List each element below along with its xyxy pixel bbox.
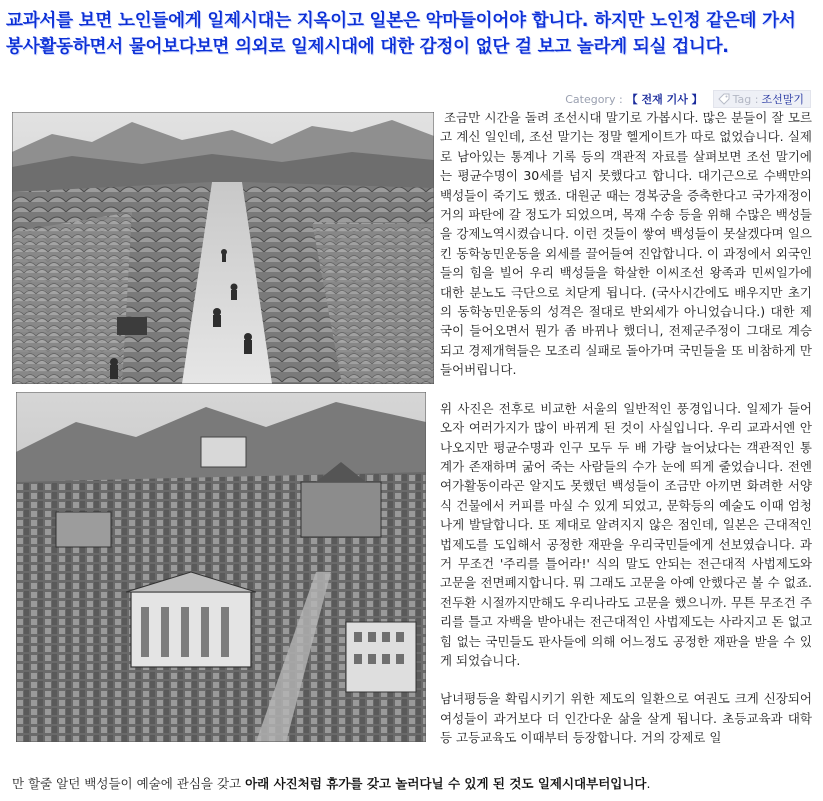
continuation-text: 만 할줄 알던 백성들이 예술에 관심을 갖고 <box>12 776 246 791</box>
colonial-seoul-photo <box>16 392 426 742</box>
tag-box <box>713 90 811 108</box>
article-paragraph: 남녀평등을 확립시키기 위한 제도의 일환으로 여권도 크게 신장되어 여성들이 과거보다 더 인간다운 삶을 살게 됩니다. 초등교육과 대학 등 고등교육도 이때부터 등장합니다. 거의 강제로 일 <box>440 691 812 746</box>
article-headline: 교과서를 보면 노인들에게 일제시대는 지옥이고 일본은 악마들이어야 합니다. 하지만 노인정 같은데 가서 봉사활동하면서 물어보다보면 의외로 일제시대에 대한 감정이 없단 걸 보고 놀라게 되실 겁니다. <box>6 11 796 57</box>
tag-icon <box>718 93 730 105</box>
article-paragraph: 위 사진은 전후로 비교한 서울의 일반적인 풍경입니다. 일제가 들어오자 여러가지가 많이 바뀌게 된 것이 사실입니다. 우리 교과서엔 안나오지만 평균수명과 인구 모두 두 배 가량 늘어났다는 객관적인 통계가 존재하며 굶어 죽는 사람들의 수가 눈에 띄게 줄었습니다. 전엔 여가활동이라곤 알지도 못했던 백성들이 조금만 아끼면 화려한 서양식 건물에서 커피를 마실 수 있게 되었고, 문학등의 예술도 이때 엄청나게 발달합니다. 또 제대로 알려지지 않은 점인데, 일본은 근대적인 법제도를 도입해서 공정한 재판을 우리국민들에게 선보였습니다. 과거 무조건 '주리를 틀어라!' 식의 말도 안되는 전근대적 사법제도와 고문을 전면폐지합니다. 뭐 그래도 고문을 아예 안했다곤 볼 수 없죠. 전두환 시절까지만해도 우리나라도 고문을 했으니까. 무튼 무조건 주리를 틀고 자백을 받아내는 전근대적인 사법제도는 사라지고 돈 없고 힘 없는 국민들도 판사들에 의해 어느정도 공정한 재판을 받을 수 있게 되었습니다. <box>440 400 812 668</box>
category-label: Category : <box>565 92 623 106</box>
article-continuation <box>12 774 812 793</box>
article-body <box>440 108 812 748</box>
article-meta <box>565 90 811 108</box>
continuation-end: . <box>646 776 651 791</box>
category-link[interactable]: 【 전재 기사 】 <box>626 93 703 106</box>
emphasis-text: 아래 사진처럼 휴가를 갖고 놀러다닐 수 있게 된 것도 일제시대부터입니다 <box>245 776 647 791</box>
joseon-street-photo <box>12 112 434 384</box>
tag-label: Tag : <box>732 92 759 106</box>
tag-link[interactable]: 조선말기 <box>761 93 804 106</box>
article-paragraph: 조금만 시간을 돌려 조선시대 말기로 가봅시다. 많은 분들이 잘 모르고 계신 일인데, 조선 말기는 정말 헬게이트가 따로 없었습니다. 실제로 남아있는 통계나 기록 등의 객관적 자료를 살펴보면 조선 말기에는 평균수명이 30세를 넘지 못했다고 합니다. 대기근으로 수백만의 백성들이 죽기도 했죠. 대원군 때는 경복궁을 증축한다고 국가재정이 거의 파탄에 갈 정도가 되었으며, 목재 수송 등을 위해 수많은 백성들을 강제노역시켰습니다. 이런 것들이 쌓여 백성들이 못살겠다며 일으킨 동학농민운동을 외세를 끌어들여 진압합니다. 이 과정에서 외국인들의 힘을 빌어 우리 백성들을 학살한 이씨조선 왕족과 민씨일가에 대한 분노도 극단으로 치닫게 됩니다. (국사시간에도 배우지만 초기의 동학농민운동의 성격은 절대로 반외세가 아니었습니다.) 대한 제국이 들어오면서 뭔가 좀 바뀌나 했더니, 전제군주정이 그대로 계승되고 경제개혁들은 모조리 실패로 돌아가며 국민들을 또 비참하게 만들어버립니다. <box>440 110 812 378</box>
